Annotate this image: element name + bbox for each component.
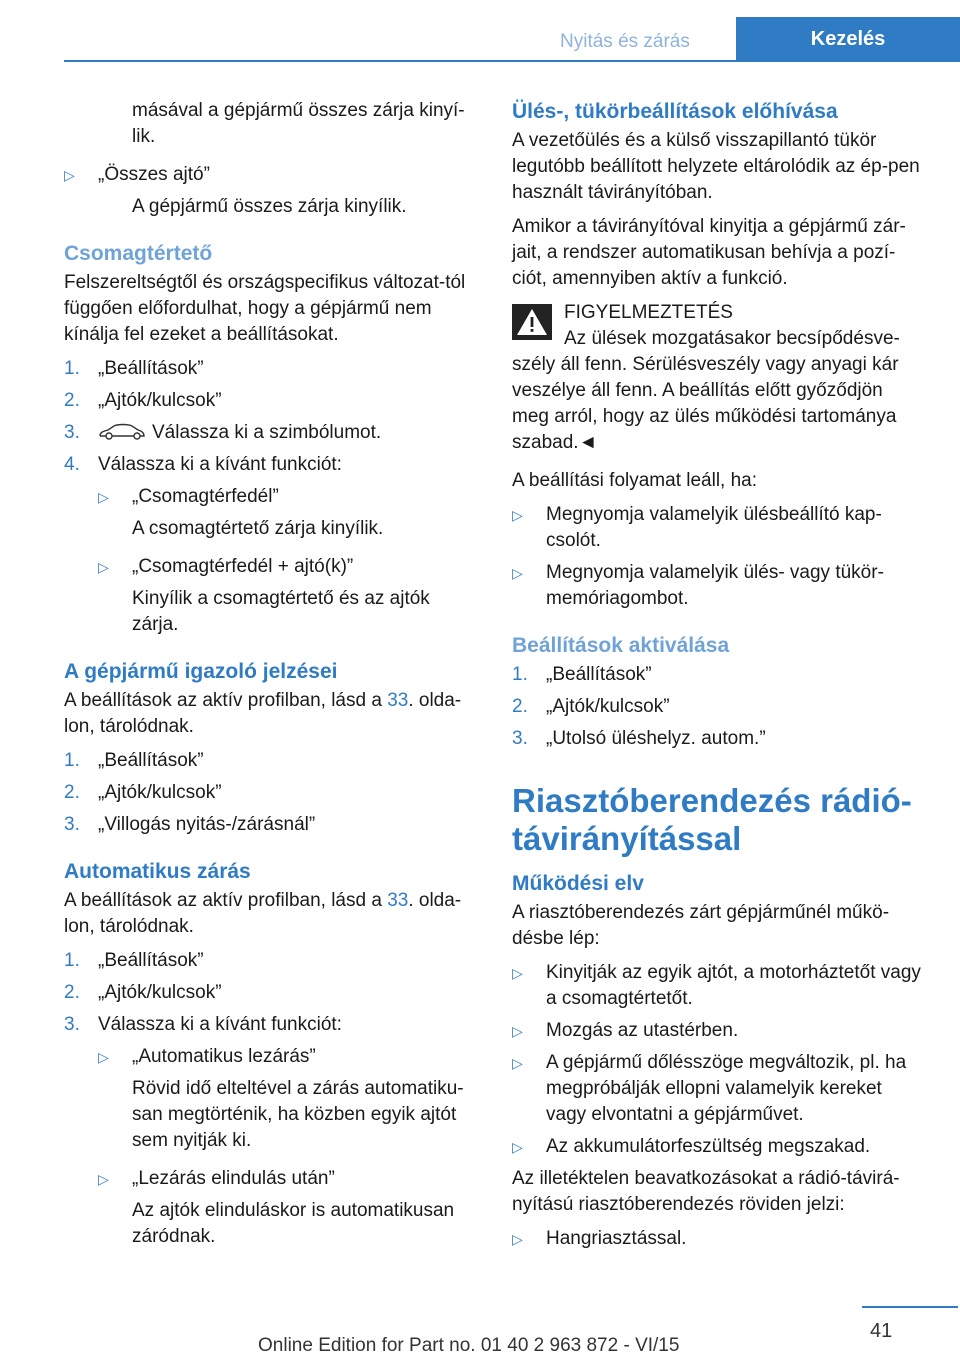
list-item-text: Megnyomja valamelyik ülésbeállító kap-csolót. bbox=[546, 504, 882, 551]
seat-paragraph-2: Amikor a távirányítóval kinyitja a gépjármű zár-jait, a rendszer automatikusan behívja a pozí-ciót, amennyiben aktív a funkció. bbox=[512, 216, 906, 289]
step-text: „Beállítások” bbox=[98, 750, 204, 771]
signal-text: Az illetéktelen beavatkozásokat a rádió-távirá-nyítású riasztóberendezés röviden jelzi: bbox=[512, 1168, 900, 1215]
list-item-text: Hangriasztással. bbox=[546, 1228, 687, 1249]
step-number: 1. bbox=[512, 664, 528, 685]
chapter-heading-alarm: Riasztóberendezés rádió-távirányítással bbox=[512, 782, 912, 857]
step-text: „Villogás nyitás-/zárásnál” bbox=[98, 814, 316, 835]
warning-text: Az ülések mozgatásakor becsípődésve-szély áll fenn. Sérülésveszély vagy anyagi kár veszélye áll fenn. A beállítás előtt győződjön meg arról, hogy az ülés működési tartománya szabad.◄ bbox=[512, 328, 900, 453]
principle-text: A riasztóberendezés zárt gépjárműnél műkö-désbe lép: bbox=[512, 902, 890, 949]
list-item-desc: Az ajtók elinduláskor is automatikusan záródnak. bbox=[132, 1200, 455, 1247]
step-item bbox=[512, 726, 924, 752]
header-rule bbox=[64, 60, 960, 62]
list-item bbox=[512, 960, 924, 1012]
list-item bbox=[512, 1018, 924, 1044]
step-number: 2. bbox=[64, 982, 80, 1003]
section-heading-confirm: A gépjármű igazoló jelzései bbox=[64, 660, 338, 683]
step-number: 2. bbox=[512, 696, 528, 717]
list-item-desc: Kinyílik a csomagtértető és az ajtók zárja. bbox=[132, 588, 430, 635]
step-item bbox=[64, 780, 480, 806]
confirm-text bbox=[64, 688, 480, 740]
seat-paragraph-1: A vezetőülés és a külső visszapillantó tükör legutóbb beállított helyzete eltárolódik az ép-pen használt távirányítóban. bbox=[512, 130, 920, 203]
triangle-right-icon: ▷ bbox=[512, 1023, 523, 1039]
step-text: „Beállítások” bbox=[98, 358, 204, 379]
triangle-right-icon: ▷ bbox=[512, 507, 523, 523]
section-heading-auto-lock: Automatikus zárás bbox=[64, 860, 251, 883]
list-item-desc: A csomagtértető zárja kinyílik. bbox=[132, 518, 384, 539]
step-item bbox=[64, 812, 480, 838]
list-item bbox=[512, 502, 924, 554]
step-item bbox=[64, 948, 480, 974]
triangle-right-icon: ▷ bbox=[98, 1049, 109, 1065]
list-item-text: Az akkumulátorfeszültség megszakad. bbox=[546, 1136, 871, 1157]
page-link-33[interactable]: 33 bbox=[387, 690, 409, 711]
footer-edition: Online Edition for Part no. 01 40 2 963 872 - VI/15 bbox=[258, 1335, 680, 1356]
warning-title: FIGYELMEZTETÉS bbox=[564, 302, 733, 323]
step-number: 1. bbox=[64, 358, 80, 379]
list-item-desc: A gépjármű összes zárja kinyílik. bbox=[132, 196, 407, 217]
triangle-right-icon: ▷ bbox=[512, 965, 523, 981]
step-text: „Beállítások” bbox=[98, 950, 204, 971]
step-item bbox=[64, 1012, 480, 1038]
step-item bbox=[64, 420, 480, 446]
header-section-title: Nyitás és zárás bbox=[560, 31, 690, 52]
list-item-text: „Csomagtérfedél” bbox=[132, 486, 279, 507]
car-outline-icon bbox=[98, 423, 146, 441]
left-column bbox=[64, 98, 480, 1262]
step-item bbox=[64, 356, 480, 382]
confirm-text-a: A beállítások az aktív profilban, lásd a bbox=[64, 690, 388, 711]
triangle-right-icon: ▷ bbox=[98, 489, 109, 505]
warning-triangle-icon bbox=[512, 304, 552, 340]
section-heading-activate: Beállítások aktiválása bbox=[512, 634, 730, 657]
right-column bbox=[512, 98, 924, 1258]
intro-continuation: másával a gépjármű összes zárja kinyí-lik. bbox=[132, 100, 465, 147]
triangle-right-icon: ▷ bbox=[64, 167, 75, 183]
step-text: „Ajtók/kulcsok” bbox=[98, 782, 222, 803]
triangle-right-icon: ▷ bbox=[98, 559, 109, 575]
auto-text bbox=[64, 888, 480, 940]
step-item bbox=[64, 980, 480, 1006]
page-link-33[interactable]: 33 bbox=[387, 890, 409, 911]
step-text: „Ajtók/kulcsok” bbox=[546, 696, 670, 717]
list-item bbox=[64, 1166, 480, 1192]
triangle-right-icon: ▷ bbox=[512, 1139, 523, 1155]
step-number: 3. bbox=[64, 422, 80, 443]
list-item bbox=[512, 560, 924, 612]
warning-box bbox=[512, 300, 924, 456]
triangle-right-icon: ▷ bbox=[512, 1231, 523, 1247]
step-number: 1. bbox=[64, 750, 80, 771]
list-item bbox=[64, 1044, 480, 1070]
list-item bbox=[64, 162, 480, 188]
step-number: 3. bbox=[64, 1014, 80, 1035]
stop-text: A beállítási folyamat leáll, ha: bbox=[512, 470, 758, 491]
list-item bbox=[512, 1050, 924, 1128]
footer-rule bbox=[862, 1306, 958, 1308]
step-number: 2. bbox=[64, 782, 80, 803]
list-item bbox=[512, 1134, 924, 1160]
trunk-text: Felszereltségtől és országspecifikus változat-tól függően előfordulhat, hogy a gépjármű nem kínálja fel ezeket a beállításokat. bbox=[64, 272, 466, 345]
step-text: „Utolsó üléshelyz. autom.” bbox=[546, 728, 766, 749]
triangle-right-icon: ▷ bbox=[98, 1171, 109, 1187]
list-item-text: Mozgás az utastérben. bbox=[546, 1020, 739, 1041]
step-text: „Ajtók/kulcsok” bbox=[98, 390, 222, 411]
header-tab: Kezelés bbox=[736, 17, 960, 61]
step-text: „Ajtók/kulcsok” bbox=[98, 982, 222, 1003]
step-item bbox=[64, 452, 480, 478]
step-number: 2. bbox=[64, 390, 80, 411]
triangle-right-icon: ▷ bbox=[512, 1055, 523, 1071]
step-item bbox=[512, 694, 924, 720]
step-item bbox=[512, 662, 924, 688]
list-item bbox=[64, 484, 480, 510]
step-item bbox=[64, 388, 480, 414]
step-text: „Beállítások” bbox=[546, 664, 652, 685]
step-item bbox=[64, 748, 480, 774]
list-item-desc: Rövid idő elteltével a zárás automatiku-san megtörténik, ha közben egyik ajtót sem nyitják ki. bbox=[132, 1078, 464, 1151]
section-heading-trunk: Csomagtértető bbox=[64, 242, 213, 265]
list-item-text: Megnyomja valamelyik ülés- vagy tükör-memóriagombot. bbox=[546, 562, 884, 609]
triangle-right-icon: ▷ bbox=[512, 565, 523, 581]
list-item-text: „Lezárás elindulás után” bbox=[132, 1168, 335, 1189]
list-item-text: „Automatikus lezárás” bbox=[132, 1046, 316, 1067]
step-text: Válassza ki a szimbólumot. bbox=[152, 422, 382, 443]
auto-text-b: . olda-lon, tárolódnak. bbox=[64, 890, 462, 937]
step-text: Válassza ki a kívánt funkciót: bbox=[98, 454, 342, 475]
confirm-text-b: . olda-lon, tárolódnak. bbox=[64, 690, 462, 737]
section-heading-principle: Működési elv bbox=[512, 872, 644, 895]
auto-text-a: A beállítások az aktív profilban, lásd a bbox=[64, 890, 388, 911]
list-item bbox=[64, 554, 480, 580]
list-item-text: Kinyitják az egyik ajtót, a motorháztetőt vagy a csomagtértetőt. bbox=[546, 962, 921, 1009]
step-number: 4. bbox=[64, 454, 80, 475]
section-heading-seat-recall: Ülés-, tükörbeállítások előhívása bbox=[512, 100, 838, 123]
step-text: Válassza ki a kívánt funkciót: bbox=[98, 1014, 342, 1035]
list-item-text: „Összes ajtó” bbox=[98, 164, 210, 185]
list-item bbox=[512, 1226, 924, 1252]
list-item-text: A gépjármű dőlésszöge megváltozik, pl. ha megpróbálják ellopni valamelyik kereket vagy elvontatni a gépjárművet. bbox=[546, 1052, 907, 1125]
step-number: 3. bbox=[64, 814, 80, 835]
step-number: 1. bbox=[64, 950, 80, 971]
page-number: 41 bbox=[870, 1320, 893, 1342]
list-item-text: „Csomagtérfedél + ajtó(k)” bbox=[132, 556, 354, 577]
step-number: 3. bbox=[512, 728, 528, 749]
